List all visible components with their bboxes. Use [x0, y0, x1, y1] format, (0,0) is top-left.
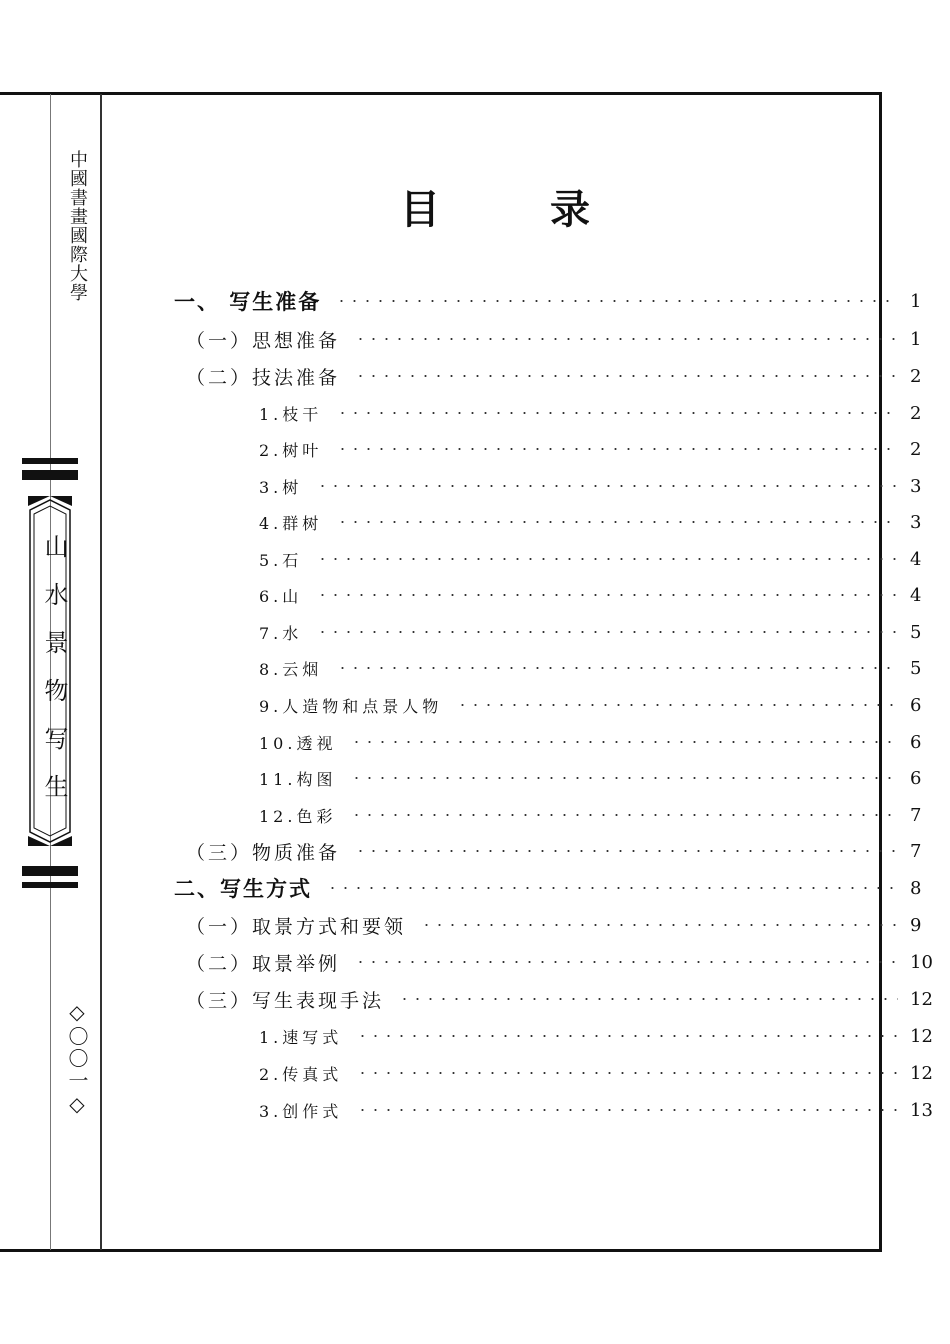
toc-entry-page: 6: [910, 767, 922, 789]
toc-entry-page: 5: [910, 657, 922, 679]
leader-dots: [350, 777, 898, 779]
leader-dots: [356, 1035, 898, 1037]
toc-entry-label: （三）物质准备: [186, 841, 341, 864]
leader-dots: [456, 704, 898, 706]
toc-entry-page: 7: [910, 840, 922, 862]
toc-entry-page: 3: [910, 511, 922, 533]
toc-entry-label: （二）技法准备: [186, 366, 341, 389]
toc-entry-label: 10.透视: [259, 733, 337, 753]
leader-dots: [420, 924, 898, 926]
toc-entry-label: 7.水: [259, 623, 303, 643]
toc-entry-label: （一）取景方式和要领: [186, 915, 407, 938]
toc-entry[interactable]: [0, 617, 950, 647]
toc-entry-label: 4.群树: [259, 513, 323, 533]
toc-entry[interactable]: [0, 947, 950, 977]
toc-entry-page: 5: [910, 621, 922, 643]
toc-entry[interactable]: [0, 580, 950, 610]
leader-dots: [356, 1109, 898, 1111]
toc-entry-page: 4: [910, 584, 922, 606]
toc-entry-page: 2: [910, 402, 922, 424]
leader-dots: [354, 850, 898, 852]
leader-dots: [336, 667, 898, 669]
toc-entry-label: 1.速写式: [259, 1027, 343, 1047]
toc-entry[interactable]: [0, 763, 950, 793]
toc-entry-page: 13: [910, 1099, 933, 1121]
toc-entry-page: 8: [910, 877, 922, 899]
toc-entry-page: 6: [910, 694, 922, 716]
toc-entry-page: 2: [910, 438, 922, 460]
leader-dots: [354, 961, 898, 963]
toc-entry[interactable]: [0, 1058, 950, 1088]
toc-entry-page: 1: [910, 290, 922, 312]
leader-dots: [350, 814, 898, 816]
series-title: 中國書畫國際大學: [67, 150, 88, 302]
toc-entry[interactable]: [0, 1095, 950, 1125]
toc-entry[interactable]: [0, 398, 950, 428]
toc-entry[interactable]: [0, 984, 950, 1014]
toc-entry-label: （二）取景举例: [186, 952, 341, 975]
toc-entry-page: 12: [910, 1062, 933, 1084]
toc-entry[interactable]: [0, 690, 950, 720]
toc-entry[interactable]: [0, 836, 950, 866]
toc-heading: 目录: [400, 187, 700, 233]
toc-entry[interactable]: [0, 507, 950, 537]
leader-dots: [336, 521, 898, 523]
toc-entry-page: 4: [910, 548, 922, 570]
leader-dots: [335, 300, 898, 302]
toc-entry-page: 7: [910, 804, 922, 826]
toc-entry-label: 1.枝干: [259, 404, 323, 424]
toc-entry[interactable]: [0, 910, 950, 940]
toc-entry-label: （一）思想准备: [186, 329, 341, 352]
toc-entry-label: 3.树: [259, 477, 303, 497]
toc-entry[interactable]: [0, 286, 950, 316]
leader-dots: [336, 448, 898, 450]
leader-dots: [354, 375, 898, 377]
leader-dots: [356, 1072, 898, 1074]
toc-entry[interactable]: [0, 653, 950, 683]
toc-entry[interactable]: [0, 727, 950, 757]
toc-entry-label: 8.云烟: [259, 659, 323, 679]
toc-entry-label: （三）写生表现手法: [186, 989, 385, 1012]
toc-entry[interactable]: [0, 434, 950, 464]
toc-entry-label: 12.色彩: [259, 806, 337, 826]
toc-entry[interactable]: [0, 361, 950, 391]
leader-dots: [316, 631, 898, 633]
page-number: ◇〇〇一◇: [65, 1000, 89, 1118]
toc-entry[interactable]: [0, 873, 950, 903]
toc-entry[interactable]: [0, 324, 950, 354]
leader-dots: [350, 741, 898, 743]
toc-entry[interactable]: [0, 544, 950, 574]
leader-dots: [316, 485, 898, 487]
toc-entry-page: 9: [910, 914, 922, 936]
toc-entry-page: 2: [910, 365, 922, 387]
toc-entry-label: 9.人造物和点景人物: [259, 696, 443, 716]
toc-entry-label: 11.构图: [259, 769, 337, 789]
toc-entry-label: 2.传真式: [259, 1064, 343, 1084]
toc-entry-label: 一、 写生准备: [174, 290, 322, 314]
book-title: 山水景物写生: [40, 534, 68, 822]
leader-dots: [316, 558, 898, 560]
toc-entry-page: 1: [910, 328, 922, 350]
leader-dots: [354, 338, 898, 340]
toc-entry-label: 6.山: [259, 586, 303, 606]
toc-entry-page: 12: [910, 1025, 933, 1047]
leader-dots: [398, 998, 898, 1000]
toc-entry-page: 3: [910, 475, 922, 497]
toc-entry-label: 二、写生方式: [174, 877, 312, 901]
toc-entry[interactable]: [0, 471, 950, 501]
toc-entry-page: 6: [910, 731, 922, 753]
toc-entry-page: 10: [910, 951, 933, 973]
leader-dots: [336, 412, 898, 414]
toc-entry-label: 3.创作式: [259, 1101, 343, 1121]
leader-dots: [326, 887, 898, 889]
leader-dots: [316, 594, 898, 596]
toc-entry-label: 5.石: [259, 550, 303, 570]
toc-entry-page: 12: [910, 988, 933, 1010]
toc-entry-label: 2.树叶: [259, 440, 323, 460]
toc-entry[interactable]: [0, 1021, 950, 1051]
toc-entry[interactable]: [0, 800, 950, 830]
